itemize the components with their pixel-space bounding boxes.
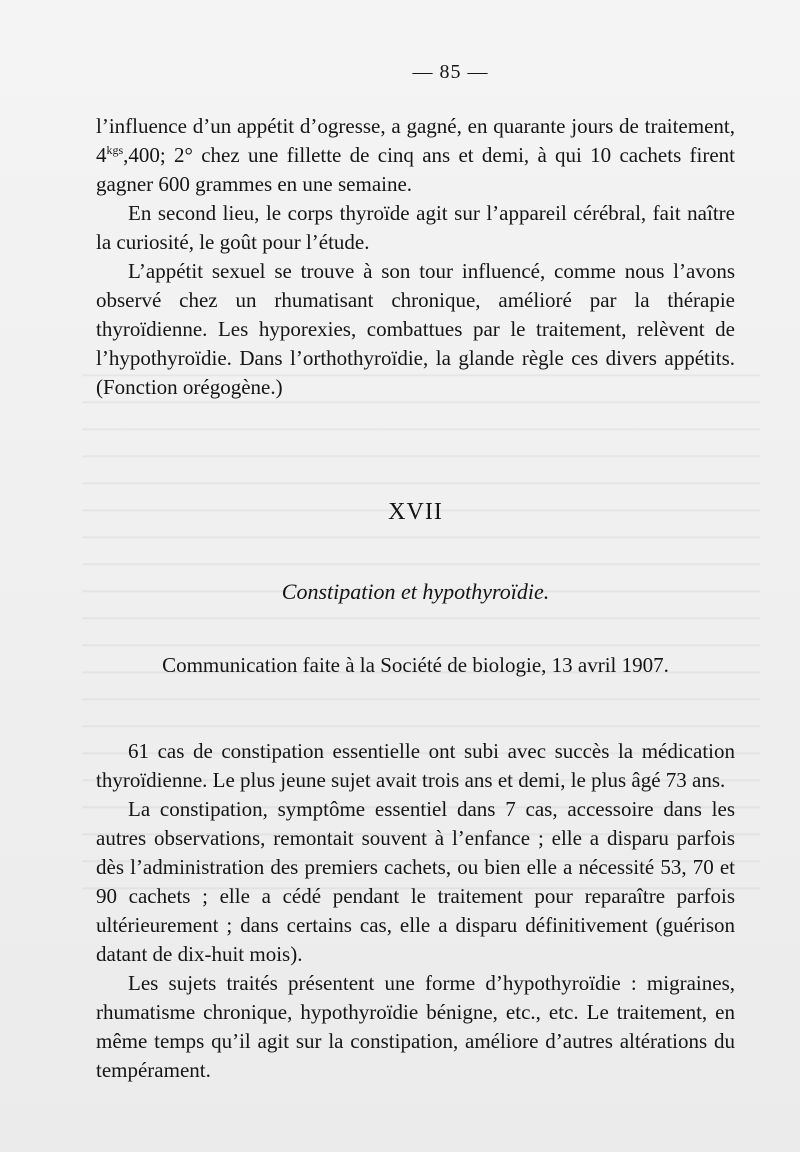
communication-line: Communication faite à la Société de biologie, 13 avril 1907. xyxy=(162,653,669,677)
paragraph-appetite-regulation: L’appétit sexuel se trouve à son tour influencé, comme nous l’avons observé chez un rhumatisant chronique, amélioré par la thérapie thyroïdienne. Les hyporexies, combattues par le traitement, relèvent de l’hypothyroïdie. Dans l’orthothyroïdie, la glande règle ces divers appétits. (Fonction orégogène.) xyxy=(96,259,735,399)
page-number: — 85 — xyxy=(412,61,489,83)
paragraph-text-part-1: l’influence d’un appétit d’ogresse, a gagné, en quarante jours de traitement, 4 xyxy=(96,114,735,167)
paragraph-case-summary: 61 cas de constipation essentielle ont subi avec succès la médication thyroïdienne. Le plus jeune sujet avait trois ans et demi, le plus âgé 73 ans. xyxy=(96,739,735,792)
unit-superscript: kgs xyxy=(106,143,124,157)
section-body xyxy=(96,737,735,1085)
paragraph-subject-profile: Les sujets traités présentent une forme d’hypothyroïdie : migraines, rhumatisme chronique, hypothyroïdie bénigne, etc., etc. Le traitement, en même temps qu’il agit sur la constipation, améliore d’autres altérations du tempérament. xyxy=(96,971,735,1082)
paragraph-text-part-2: ,400; 2° chez une fillette de cinq ans et demi, à qui 10 cachets firent gagner 600 grammes en une semaine. xyxy=(96,143,735,196)
continuation-paragraph xyxy=(96,112,735,199)
chapter-title: Constipation et hypothyroïdie. xyxy=(281,579,550,604)
paragraph-treatment-course: La constipation, symptôme essentiel dans 7 cas, accessoire dans les autres observations, remontait souvent à l’enfance ; elle a disparu parfois dès l’administration des premiers cachets, ou bien elle a nécessité 53, 70 et 90 cachets ; elle a cédé pendant le traitement pour reparaître parfois ultérieurement ; dans certains cas, elle a disparu définitivement (guérison datant de dix-huit mois). xyxy=(96,797,735,966)
paragraph-cerebral-effect: En second lieu, le corps thyroïde agit sur l’appareil cérébral, fait naître la curiosité, le goût pour l’étude. xyxy=(96,201,735,254)
chapter-number: XVII xyxy=(388,499,443,525)
